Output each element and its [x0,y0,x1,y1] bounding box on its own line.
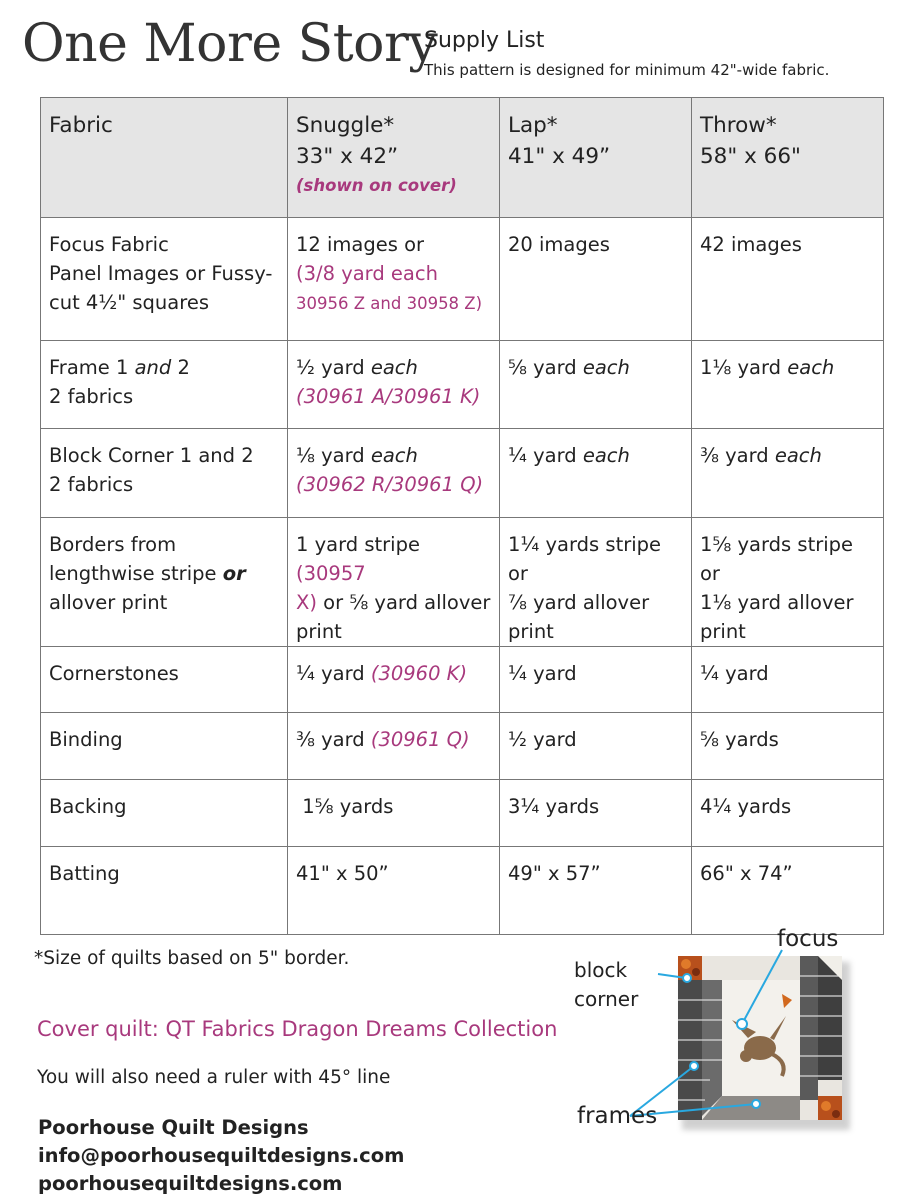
supply-list-heading: Supply List [424,28,545,53]
cell-throw [692,713,884,780]
cell-emphasis: each [787,356,835,379]
size-footnote: *Size of quilts based on 5" border. [34,948,350,969]
pattern-title: One More Story [22,14,438,74]
cell-throw [692,780,884,847]
cell-text: or ⅝ yard allover [316,591,491,614]
corner-label: corner [574,987,639,1011]
cell-text: ¼ yard [700,662,769,685]
header-throw [692,98,884,218]
cell-fabric [41,341,288,429]
cell-fabric [41,847,288,935]
fabric-line: Panel Images or Fussy- [49,262,273,285]
company-name: Poorhouse Quilt Designs [38,1116,309,1139]
header-lap-label: Lap* [508,113,558,138]
shown-on-cover-note: (shown on cover) [296,176,457,195]
fabric-line: Block Corner 1 and 2 [49,444,254,467]
cell-text: ⅝ yard [508,356,583,379]
cell-lap [500,713,692,780]
cell-fabric [41,713,288,780]
cell-lap [500,647,692,713]
table-row [41,647,884,713]
cell-lap [500,429,692,518]
table-row [41,429,884,518]
cell-text: ¼ yard [508,444,583,467]
fabric-line: cut 4½" squares [49,291,209,314]
ruler-note: You will also need a ruler with 45° line [37,1067,391,1088]
company-email[interactable]: info@poorhousequiltdesigns.com [38,1144,405,1167]
cell-text: 1⅝ yards [296,795,394,818]
cover-quilt-note: Cover quilt: QT Fabrics Dragon Dreams Collection [37,1017,558,1041]
cell-text: 1⅝ yards stripe or [700,533,854,585]
cell-emphasis: each [582,444,630,467]
cell-text: ⅞ yard allover [508,591,650,614]
cell-text: 3¼ yards [508,795,600,818]
cell-snuggle [288,780,500,847]
fabric-code: (30957 [296,562,366,585]
fabric-code: X) [296,591,317,614]
cell-emphasis: each [370,356,418,379]
cell-fabric [41,429,288,518]
fabric-line: Binding [49,728,123,751]
cell-emphasis: each [582,356,630,379]
cell-snuggle [288,429,500,518]
cell-text: print [700,620,746,643]
fabric-line: allover print [49,591,168,614]
cell-text: 1⅛ yard allover [700,591,854,614]
fabric-line: 2 [171,356,190,379]
cell-text: ⅜ yard [296,728,371,751]
cell-text: 66" x 74” [700,862,793,885]
cell-text: print [508,620,554,643]
cell-throw [692,429,884,518]
fabric-code: (30962 R/30961 Q) [296,473,484,496]
header-snuggle-size: 33" x 42” [296,144,399,169]
fabric-code: (30961 A/30961 K) [296,385,481,408]
header-fabric [41,98,288,218]
company-website[interactable]: poorhousequiltdesigns.com [38,1172,343,1195]
cell-text: 1⅛ yard [700,356,788,379]
cell-snuggle [288,341,500,429]
fabric-emphasis: or [222,562,246,585]
fabric-line: Cornerstones [49,662,179,685]
cell-throw [692,218,884,341]
cell-text: ¼ yard [296,662,371,685]
cell-text: 1¼ yards stripe or [508,533,662,585]
fabric-code: (30960 K) [370,662,468,685]
fabric-line: lengthwise stripe [49,562,223,585]
fabric-line: Batting [49,862,120,885]
cell-text: ⅜ yard [700,444,775,467]
block-label: block [574,958,628,982]
cell-snuggle [288,713,500,780]
cell-emphasis: each [370,444,418,467]
cell-throw [692,647,884,713]
cell-text: 20 images [508,233,610,256]
cell-fabric [41,647,288,713]
cell-fabric [41,218,288,341]
cell-text: ½ yard [508,728,577,751]
fabric-code: (3/8 yard each [296,262,438,285]
fabric-line: 2 fabrics [49,385,134,408]
cell-text: ½ yard [296,356,371,379]
cell-text: 42 images [700,233,802,256]
cell-fabric [41,780,288,847]
header-snuggle-label: Snuggle* [296,113,395,138]
cell-lap [500,218,692,341]
cell-throw [692,518,884,647]
fabric-code: 30956 Z and 30958 Z) [296,294,483,313]
table-row [41,518,884,647]
cell-text: 4¼ yards [700,795,792,818]
company-info [38,1114,404,1198]
cell-emphasis: each [774,444,822,467]
fabric-line: 2 fabrics [49,473,134,496]
cell-text: ⅛ yard [296,444,371,467]
fabric-width-note: This pattern is designed for minimum 42"-wide fabric. [424,61,830,79]
table-row [41,780,884,847]
focus-label: focus [777,926,839,952]
cell-text: 49" x 57” [508,862,601,885]
table-row [41,218,884,341]
cell-lap [500,341,692,429]
table-header-row [41,98,884,218]
table-row [41,341,884,429]
header-fabric-label: Fabric [49,113,113,138]
cell-fabric [41,518,288,647]
fabric-line: Frame 1 [49,356,135,379]
cell-snuggle [288,218,500,341]
cell-snuggle [288,518,500,647]
header-throw-label: Throw* [700,113,777,138]
cell-snuggle [288,647,500,713]
fabric-code: (30961 Q) [370,728,470,751]
cell-lap [500,780,692,847]
header-throw-size: 58" x 66" [700,144,801,169]
header-lap-size: 41" x 49” [508,144,611,169]
header-lap [500,98,692,218]
cell-text: 12 images or [296,233,425,256]
fabric-line: Backing [49,795,127,818]
cell-text: print [296,620,342,643]
frames-label: frames [577,1103,658,1129]
cell-lap [500,518,692,647]
cell-text: 41" x 50” [296,862,389,885]
table-row [41,713,884,780]
header-snuggle [288,98,500,218]
fabric-emphasis: and [134,356,172,379]
cell-text: ¼ yard [508,662,577,685]
cell-text: ⅝ yards [700,728,779,751]
cell-text: 1 yard stripe [296,533,420,556]
supply-table [40,97,884,935]
cell-throw [692,341,884,429]
fabric-line: Borders from [49,533,177,556]
fabric-line: Focus Fabric [49,233,169,256]
cell-snuggle [288,847,500,935]
